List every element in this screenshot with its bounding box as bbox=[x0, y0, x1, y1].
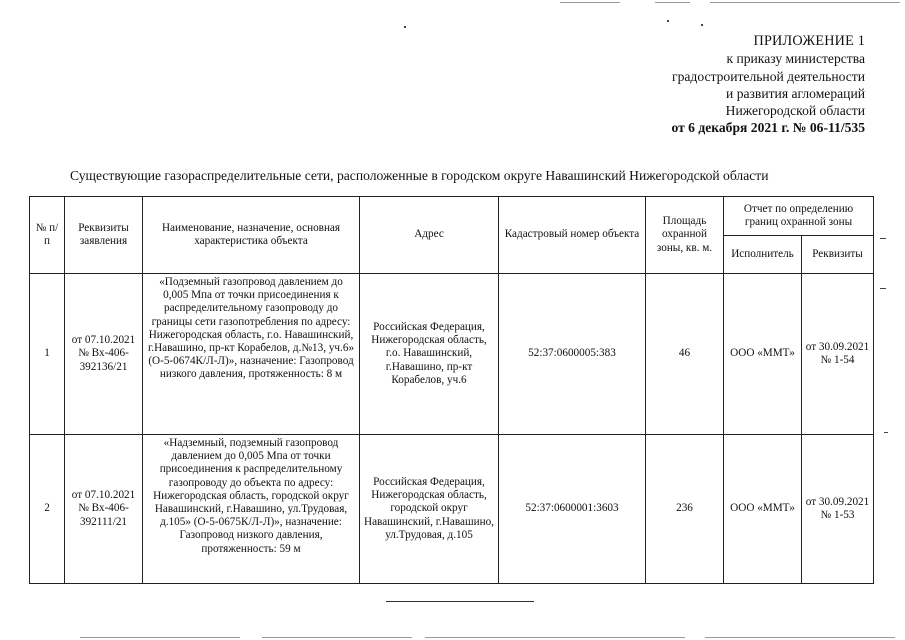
appendix-line: и развития агломераций bbox=[726, 85, 865, 101]
scan-artifact-bottom bbox=[80, 637, 240, 638]
header-area: Площадь охранной зоны, кв. м. bbox=[646, 197, 724, 274]
appendix-order-date: от 6 декабря 2021 г. № 06-11/535 bbox=[671, 120, 865, 136]
scan-speck bbox=[667, 20, 669, 22]
cell-requisites: от 07.10.2021 № Вх-406-392111/21 bbox=[65, 435, 143, 584]
scan-speck bbox=[701, 24, 703, 26]
document-title: Существующие газораспределительные сети, расположенные в городском округе Навашинский Нижегородской области bbox=[70, 168, 769, 183]
scan-speck bbox=[880, 288, 886, 289]
scan-speck bbox=[880, 238, 886, 239]
cell-address: Российская Федерация, Нижегородская область, городской округ Навашинский, г.Навашино, ул.Трудовая, д.105 bbox=[360, 435, 499, 584]
scan-artifact-bottom bbox=[705, 637, 895, 638]
header-requisites: Реквизиты заявления bbox=[65, 197, 143, 274]
header-cadastral: Кадастровый номер объекта bbox=[499, 197, 646, 274]
appendix-header bbox=[671, 33, 865, 137]
table-row bbox=[30, 274, 874, 435]
scan-artifact-bottom bbox=[262, 637, 412, 638]
scan-speck bbox=[884, 432, 888, 433]
cell-area: 236 bbox=[646, 435, 724, 584]
cell-num: 1 bbox=[30, 274, 65, 435]
gas-network-table bbox=[29, 196, 874, 584]
cell-report-requisites: от 30.09.2021 № 1-53 bbox=[802, 435, 874, 584]
appendix-title: ПРИЛОЖЕНИЕ 1 bbox=[753, 33, 865, 49]
cell-requisites: от 07.10.2021 № Вх-406-392136/21 bbox=[65, 274, 143, 435]
header-executor: Исполнитель bbox=[724, 236, 802, 274]
cell-report-requisites: от 30.09.2021 № 1-54 bbox=[802, 274, 874, 435]
scan-speck bbox=[404, 26, 406, 28]
cell-object: «Подземный газопровод давлением до 0,005 Мпа от точки присоединения к распределительному газопроводу до границы сети газопотребления по адресу: Нижегородская область, г.о. Навашинский, г.Навашино, пр-кт Корабелов, д.№13, уч.6» (О-5-0674К/Л-Л)», назначение: Газопровод низкого давления, протяженность: 8 м bbox=[143, 274, 360, 435]
table-row bbox=[30, 435, 874, 584]
scan-artifact-bottom bbox=[425, 637, 685, 638]
scan-artifact-top bbox=[655, 2, 690, 3]
header-object: Наименование, назначение, основная характеристика объекта bbox=[143, 197, 360, 274]
appendix-line: Нижегородской области bbox=[725, 103, 865, 119]
cell-area: 46 bbox=[646, 274, 724, 435]
header-report-requisites: Реквизиты bbox=[802, 236, 874, 274]
cell-executor: ООО «ММТ» bbox=[724, 274, 802, 435]
header-report: Отчет по определению границ охранной зоны bbox=[724, 197, 874, 236]
scan-artifact-top bbox=[560, 2, 620, 3]
appendix-line: к приказу министерства bbox=[726, 51, 865, 67]
cell-executor: ООО «ММТ» bbox=[724, 435, 802, 584]
cell-address: Российская Федерация, Нижегородская область, г.о. Навашинский, г.Навашино, пр-кт Корабелов, уч.6 bbox=[360, 274, 499, 435]
footer-separator-line bbox=[386, 601, 534, 602]
header-address: Адрес bbox=[360, 197, 499, 274]
header-num: № п/п bbox=[30, 197, 65, 274]
cell-num: 2 bbox=[30, 435, 65, 584]
cell-cadastral: 52:37:0600001:3603 bbox=[499, 435, 646, 584]
table-header-row bbox=[30, 197, 874, 236]
scan-artifact-top bbox=[710, 2, 900, 3]
cell-object: «Надземный, подземный газопровод давлением до 0,005 Мпа от точки присоединения к распределительному газопроводу до объекта по адресу: Нижегородская область, городской округ Навашинский, г.Навашино, ул.Трудовая, д.105» (О-5-0675К/Л-Л)», назначение: Газопровод низкого давления, протяженность: 59 м bbox=[143, 435, 360, 584]
appendix-line: градостроительной деятельности bbox=[672, 68, 865, 84]
cell-cadastral: 52:37:0600005:383 bbox=[499, 274, 646, 435]
